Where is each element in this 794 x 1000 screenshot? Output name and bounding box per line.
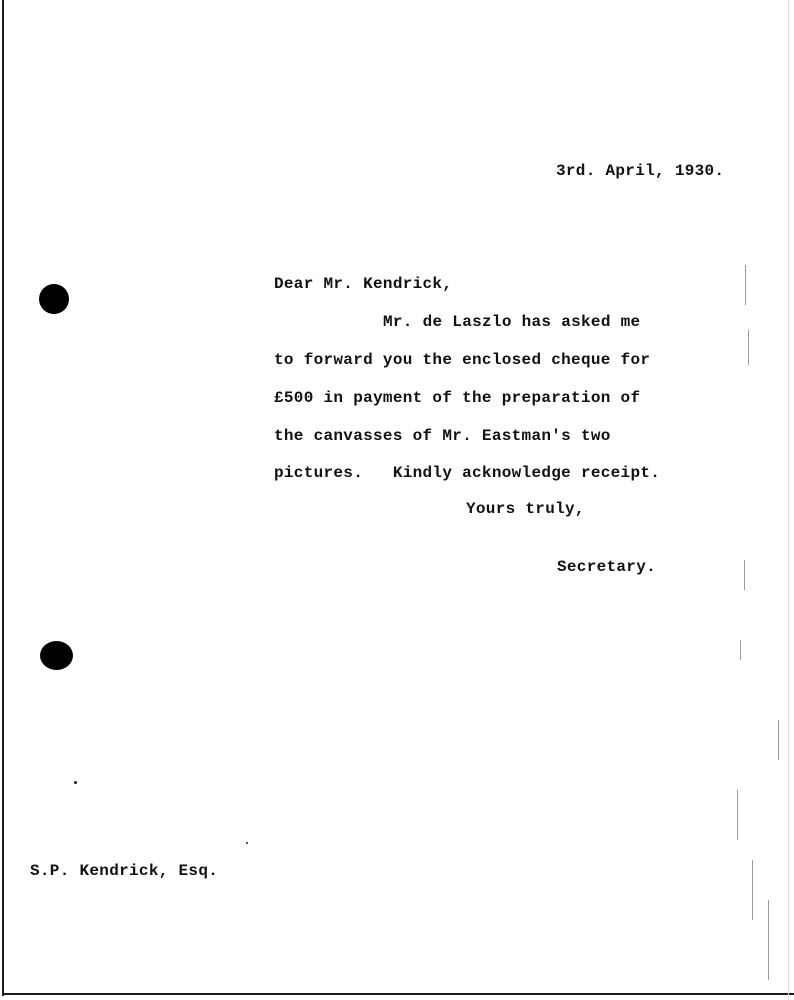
ink-speck <box>74 781 77 784</box>
letter-date: 3rd. April, 1930. <box>556 162 725 180</box>
ink-speck <box>246 842 248 844</box>
paper-scuff <box>778 720 779 760</box>
letter-body-line: the canvasses of Mr. Eastman's two <box>274 427 611 445</box>
letter-addressee: S.P. Kendrick, Esq. <box>30 862 219 880</box>
paper-scuff <box>745 265 746 305</box>
paper-scuff <box>748 330 749 365</box>
letter-body-line: £500 in payment of the preparation of <box>274 389 641 407</box>
punch-hole-top <box>39 284 69 314</box>
page-bottom-edge <box>2 993 794 995</box>
page-right-edge <box>788 0 789 1000</box>
letter-body-line: to forward you the enclosed cheque for <box>274 351 651 369</box>
paper-scuff <box>737 790 738 840</box>
letter-body-line: pictures. Kindly acknowledge receipt. <box>274 464 661 482</box>
paper-scuff <box>740 640 741 660</box>
punch-hole-bottom <box>40 641 73 670</box>
paper-scuff <box>744 560 745 590</box>
letter-salutation: Dear Mr. Kendrick, <box>274 275 453 293</box>
page-left-edge <box>2 0 4 996</box>
letter-body-line: Mr. de Laszlo has asked me <box>383 313 641 331</box>
paper-scuff <box>752 860 753 920</box>
letter-closing: Yours truly, <box>466 500 585 518</box>
paper-scuff <box>768 900 769 980</box>
letter-signature: Secretary. <box>557 558 657 576</box>
